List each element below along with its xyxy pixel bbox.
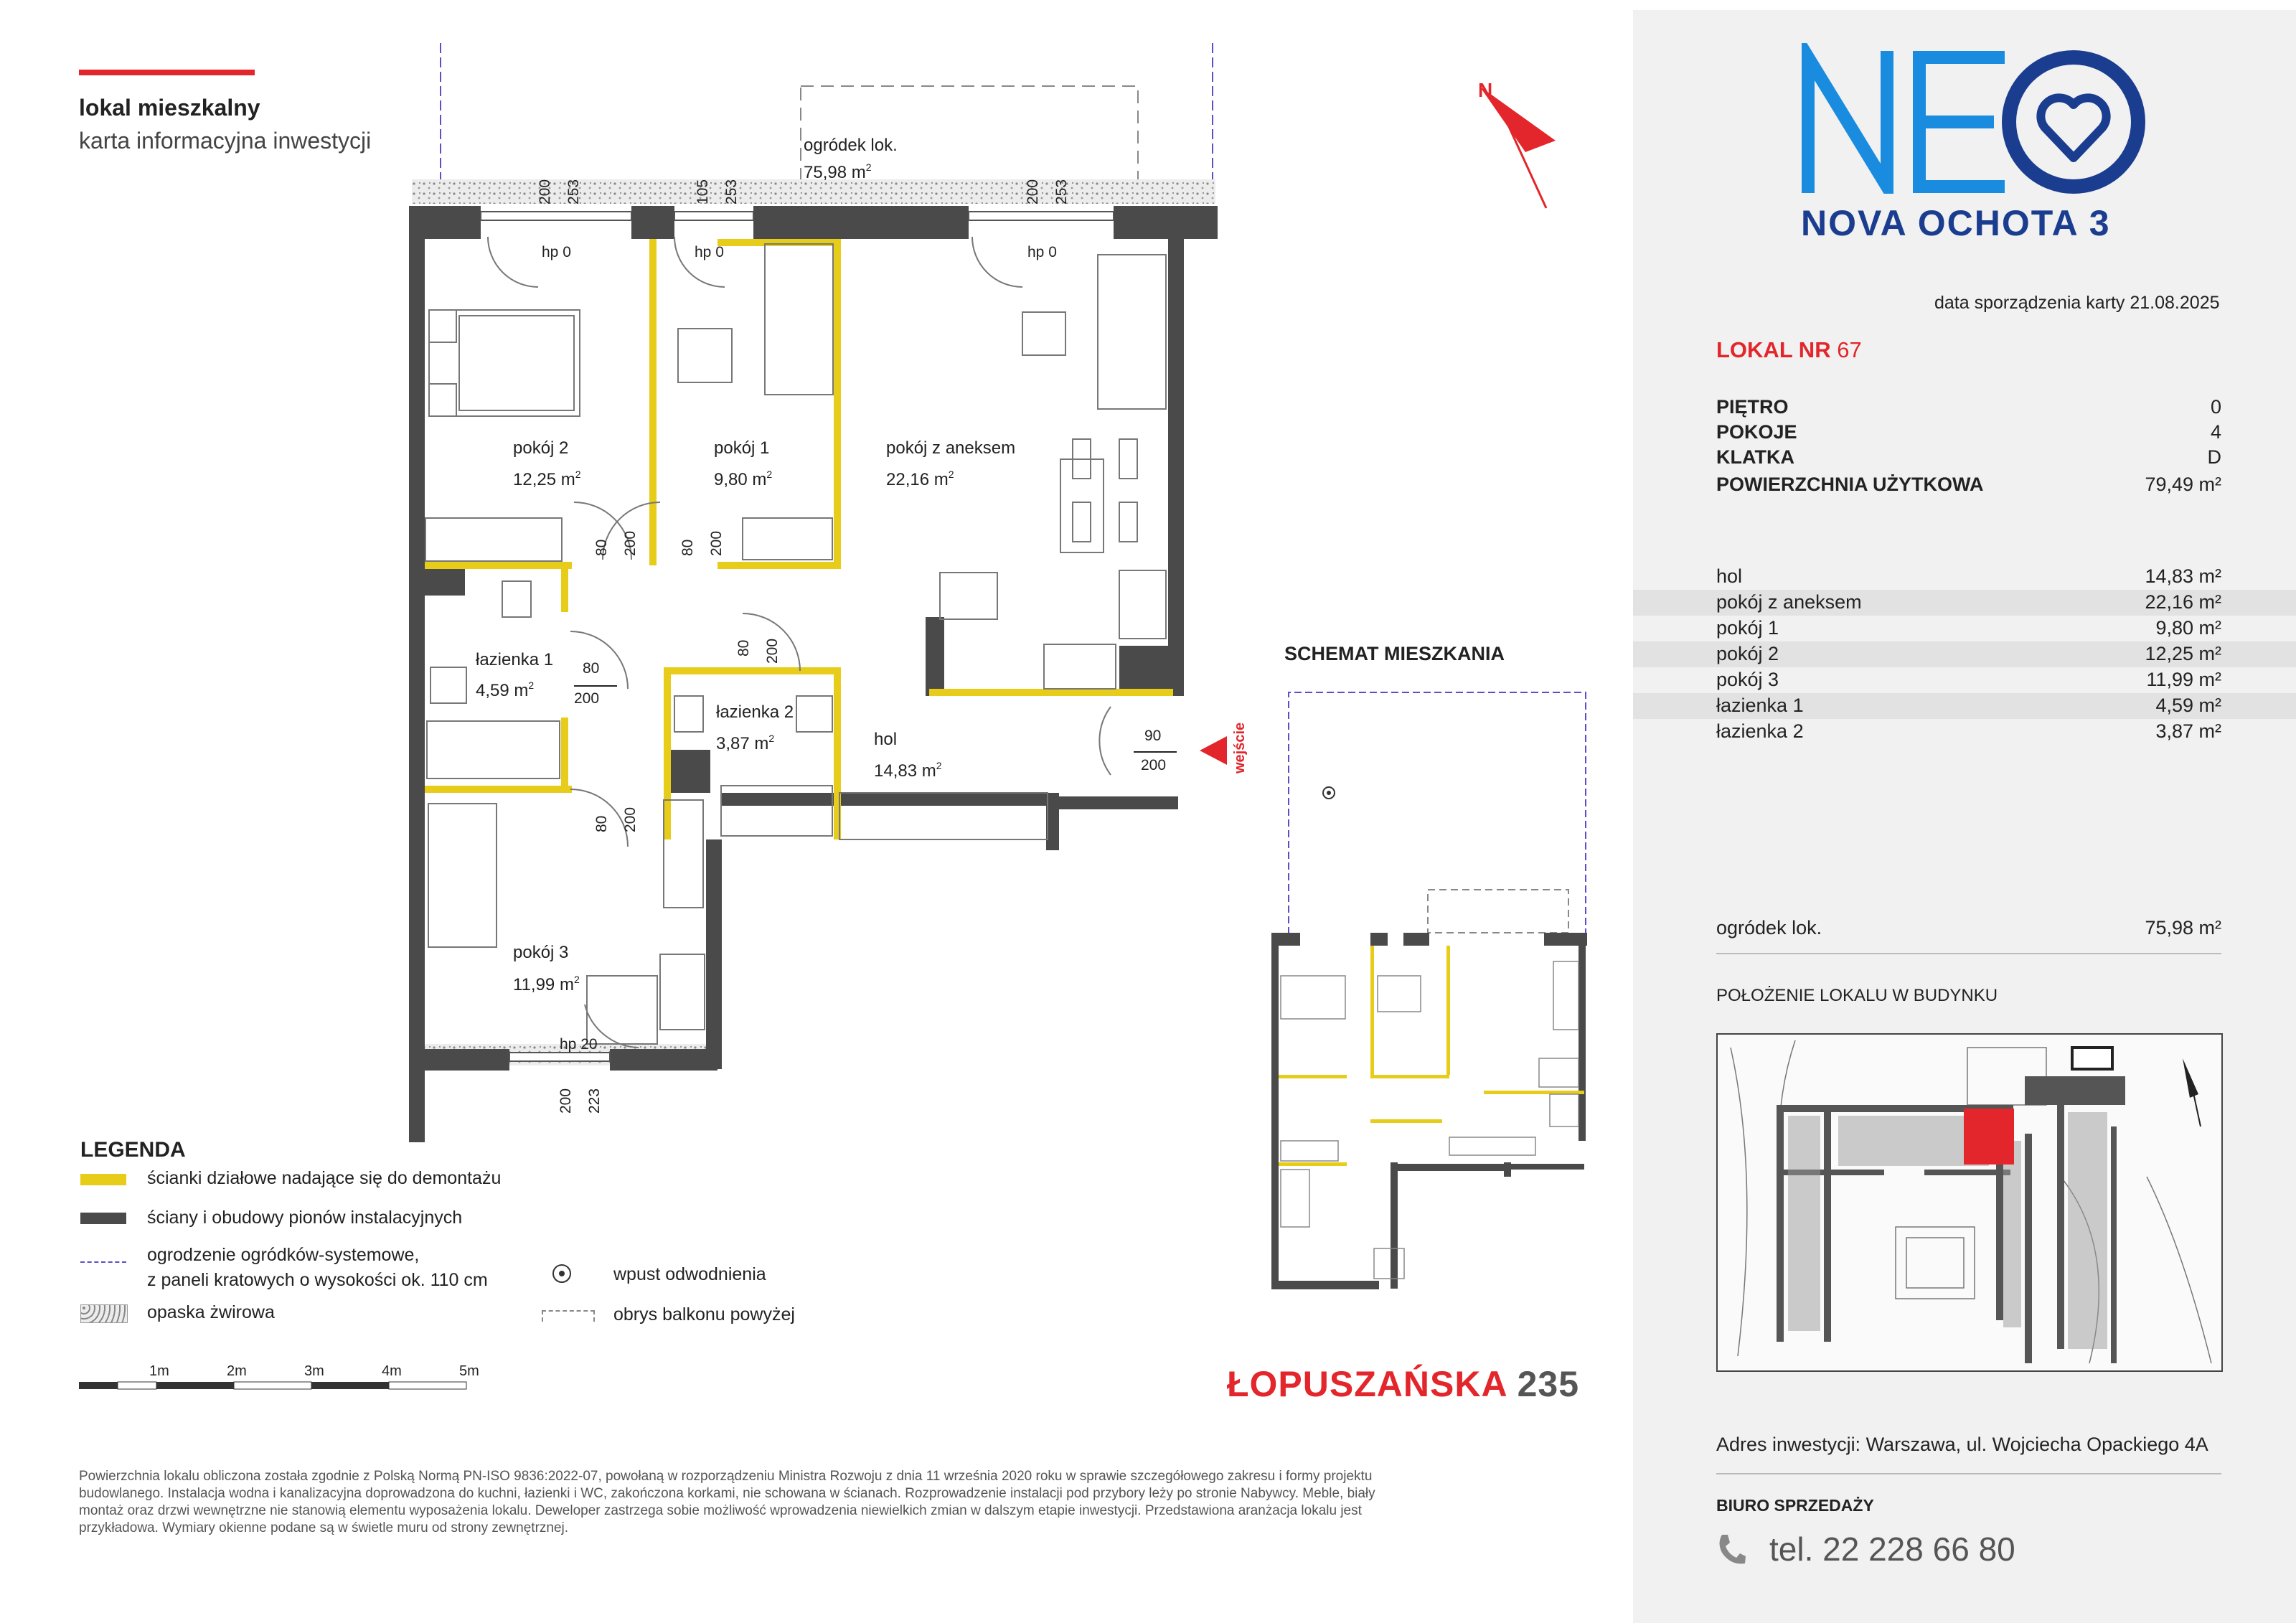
- legend-swatch-gravel: [80, 1304, 128, 1323]
- legend-item-yellow: ścianki działowe nadające się do demontażu: [147, 1168, 502, 1188]
- legend-heading: LEGENDA: [80, 1138, 186, 1162]
- street-name: [1227, 1363, 1579, 1405]
- room-row: pokój 2 12,25 m²: [1633, 641, 2296, 667]
- svg-text:200: 200: [622, 806, 639, 832]
- garden-divider: [1716, 953, 2221, 954]
- room-area-hol: 14,83 $m^2$: [874, 760, 942, 781]
- room-area-lazienka2: 3,87 $m^2$: [716, 733, 775, 753]
- scale-bar: [79, 1382, 1112, 1399]
- sales-heading: BIURO SPRZEDAŻY: [1716, 1496, 1874, 1515]
- legend-swatch-yellow: [80, 1174, 126, 1185]
- garden-row: ogródek lok. 75,98 m²: [1716, 917, 2221, 938]
- attr-row: PIĘTRO 0: [1716, 396, 2221, 418]
- phone-icon: [1716, 1533, 1746, 1567]
- room-area-aneks: 22,16 $m^2$: [886, 469, 954, 489]
- svg-text:253: 253: [723, 179, 740, 204]
- disclaimer: [79, 1468, 1557, 1537]
- garden-area: 75,98 $m^2$: [804, 161, 872, 182]
- svg-text:223: 223: [586, 1088, 603, 1114]
- info-panel: [1633, 10, 2296, 1623]
- north-arrow-icon: [1478, 79, 1556, 208]
- brand-name: NOVA OCHOTA 3: [1801, 203, 2111, 243]
- svg-text:200: 200: [708, 530, 725, 556]
- schema-heading: SCHEMAT MIESZKANIA: [1284, 643, 1505, 664]
- room-row: pokój 3 11,99 m²: [1716, 669, 2221, 690]
- disclaimer-line: budowlanego. Instalacja wodna i kanalizacyjna doprowadzona do kuchni, łazienki i WC, zakończona korkami, nie schowana w ścianach. Rozprowadzenie instalacji pod przybory leży po stronie Nabywcy. Meble, biały: [79, 1486, 1375, 1501]
- svg-text:253: 253: [1053, 179, 1070, 204]
- legend-item-balcony: obrys balkonu powyżej: [613, 1304, 795, 1325]
- sales-phone[interactable]: tel. 22 228 66 80: [1769, 1530, 2015, 1568]
- legend-item-fence-2: z paneli kratowych o wysokości ok. 110 cm: [147, 1270, 488, 1290]
- unit-label-text: LOKAL NR: [1716, 337, 1831, 362]
- disclaimer-line: montaż oraz drzwi wewnętrzne nie stanowią elementu wyposażenia lokalu. Deweloper zastrzega sobie możliwość wprowadzenia niewielkich zmian w dalszym etapie inwestycji. Przedstawiona aranżacja lokalu jest: [79, 1503, 1362, 1518]
- disclaimer-line: przykładowa. Wymiary okienne podane są w świetle muru od strony zewnętrznej.: [79, 1520, 569, 1535]
- svg-text:N: N: [1478, 79, 1493, 101]
- svg-text:80: 80: [735, 639, 752, 657]
- legend-item-drain: wpust odwodnienia: [613, 1264, 766, 1284]
- entrance-arrow: [1200, 736, 1227, 765]
- svg-text:80: 80: [679, 539, 696, 556]
- dimensions: [537, 179, 1166, 1114]
- investment-address: Adres inwestycji: Warszawa, ul. Wojciecha Opackiego 4A: [1716, 1434, 2208, 1455]
- header-subtitle: karta informacyjna inwestycji: [79, 128, 372, 154]
- header-title: lokal mieszkalny: [79, 95, 260, 121]
- legend-item-gravel: opaska żwirowa: [147, 1302, 275, 1322]
- svg-text:90: 90: [1144, 728, 1162, 744]
- svg-text:200: 200: [764, 638, 781, 664]
- svg-text:200: 200: [1141, 757, 1167, 773]
- scale-label-5m: 5m: [459, 1363, 479, 1379]
- room-label-aneks: pokój z aneksem: [886, 438, 1016, 458]
- scale-label-3m: 3m: [304, 1363, 324, 1379]
- balcony-outline-icon: [542, 1310, 595, 1322]
- svg-text:hp 0: hp 0: [695, 244, 724, 260]
- unit-location-marker: [1964, 1109, 2014, 1165]
- scale-label-4m: 4m: [382, 1363, 402, 1379]
- entrance-label: wejście: [1232, 722, 1248, 773]
- svg-text:200: 200: [574, 690, 600, 707]
- room-label-pokoj2: pokój 2: [513, 438, 569, 458]
- street-number: 235: [1517, 1364, 1580, 1404]
- neo-logo: [1794, 43, 2152, 194]
- attr-row: POWIERZCHNIA UŻYTKOWA 79,49 m²: [1716, 474, 2221, 495]
- scale-label-1m: 1m: [149, 1363, 169, 1379]
- gravel-strip: [412, 179, 1215, 204]
- legend-swatch-dark: [80, 1213, 126, 1224]
- room-label-lazienka1: łazienka 1: [476, 650, 554, 669]
- street-name-text: ŁOPUSZAŃSKA: [1227, 1364, 1507, 1404]
- svg-text:hp 0: hp 0: [1027, 244, 1057, 260]
- svg-text:200: 200: [622, 530, 639, 556]
- garden-label: ogródek lok.: [804, 136, 898, 155]
- room-label-pokoj1: pokój 1: [714, 438, 770, 458]
- room-label-pokoj3: pokój 3: [513, 943, 569, 962]
- unit-number: 67: [1837, 337, 1862, 362]
- attr-row: KLATKA D: [1716, 446, 2221, 468]
- attr-row: POKOJE 4: [1716, 421, 2221, 443]
- legend-item-fence-1: ogrodzenie ogródków-systemowe,: [147, 1245, 420, 1265]
- svg-text:253: 253: [565, 179, 582, 204]
- furniture: [425, 244, 1166, 1044]
- room-label-lazienka2: łazienka 2: [716, 702, 794, 722]
- svg-text:hp 0: hp 0: [542, 244, 571, 260]
- svg-text:200: 200: [1025, 179, 1041, 204]
- svg-text:80: 80: [583, 660, 600, 677]
- svg-text:200: 200: [557, 1088, 574, 1114]
- svg-text:200: 200: [537, 179, 553, 204]
- room-area-pokoj1: 9,80 $m^2$: [714, 469, 773, 489]
- room-label-hol: hol: [874, 730, 898, 749]
- drain-icon: [552, 1264, 571, 1283]
- scale-label-2m: 2m: [227, 1363, 247, 1379]
- site-location-map: [1716, 1033, 2223, 1372]
- room-row: łazienka 1 4,59 m²: [1633, 693, 2296, 719]
- room-area-pokoj3: 11,99 $m^2$: [513, 974, 580, 994]
- room-area-lazienka1: 4,59 $m^2$: [476, 679, 535, 700]
- location-heading: POŁOŻENIE LOKALU W BUDYNKU: [1716, 986, 1998, 1005]
- room-row: pokój z aneksem 22,16 m²: [1633, 590, 2296, 616]
- svg-text:80: 80: [593, 539, 610, 556]
- room-area-pokoj2: 12,25 $m^2$: [513, 469, 581, 489]
- svg-text:80: 80: [593, 815, 610, 832]
- legend-swatch-fence: [80, 1261, 126, 1263]
- address-divider: [1716, 1473, 2221, 1474]
- card-date: data sporządzenia karty 21.08.2025: [1934, 293, 2220, 313]
- room-row: pokój 1 9,80 m²: [1716, 617, 2221, 639]
- room-row: hol 14,83 m²: [1716, 565, 2221, 587]
- disclaimer-line: Powierzchnia lokalu obliczona została zgodnie z Polską Normą PN-ISO 9836:2022-07, powołaną w rozporządzeniu Ministra Rozwoju z dnia 11 września 2020 roku w sprawie szczegółowego zakresu i formy projektu: [79, 1469, 1373, 1484]
- svg-text:105: 105: [695, 179, 711, 204]
- room-row: łazienka 2 3,87 m²: [1716, 720, 2221, 742]
- svg-text:hp 20: hp 20: [560, 1036, 598, 1053]
- unit-label: [1716, 337, 1862, 363]
- legend-item-dark: ściany i obudowy pionów instalacyjnych: [147, 1208, 463, 1228]
